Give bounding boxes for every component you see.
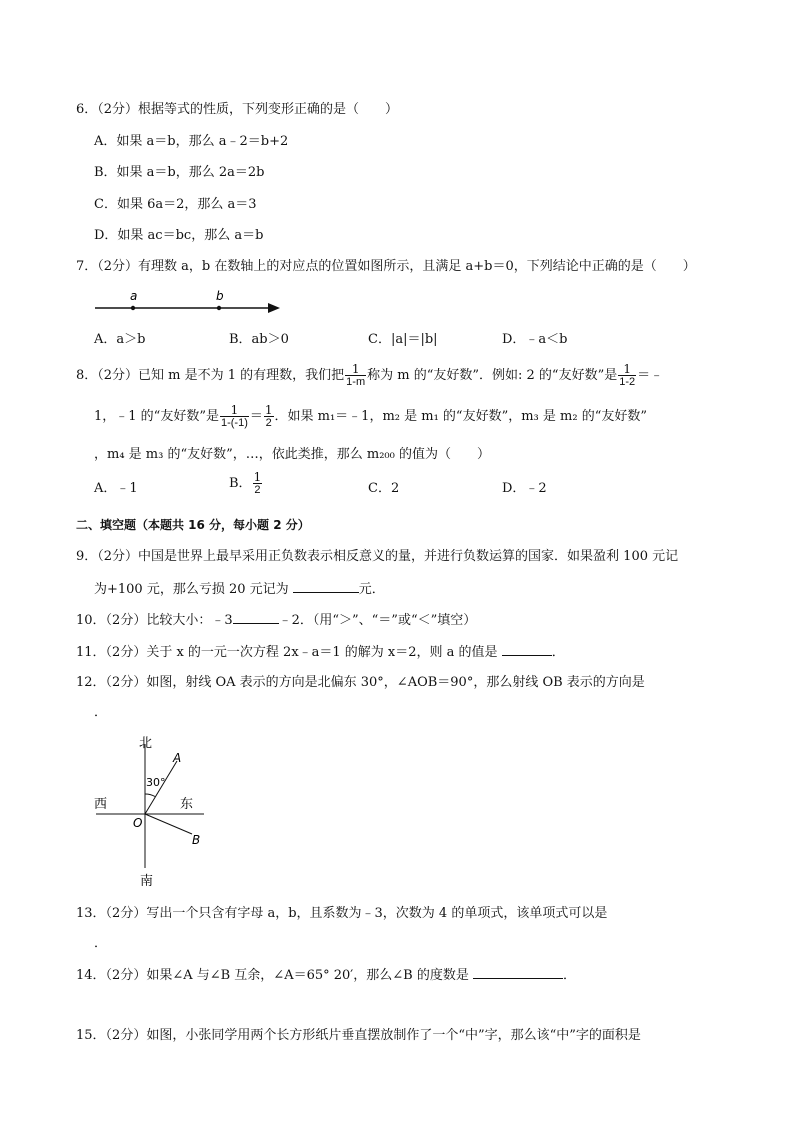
q11: 11．（2分）关于 x 的一元一次方程 2x﹣a＝1 的解为 x＝2，则 a 的值是 ． (76, 645, 565, 660)
q12-line-2: ． (94, 705, 108, 720)
q6-option-d: D．如果 ac＝bc，那么 a＝b (94, 228, 264, 243)
q9-line-2: 为+100 元，那么亏损 20 元记为 元． (94, 582, 385, 597)
answer-blank (502, 643, 552, 656)
fraction: $\frac{1}{2}$ (253, 470, 262, 496)
q6-option-b: B．如果 a＝b，那么 2a＝2b (94, 165, 265, 180)
q6-option-c: C．如果 6a＝2，那么 a＝3 (94, 197, 257, 212)
q7-number-line-figure (90, 286, 290, 320)
q8-line-1: 8．（2分）已知 m 是不为 1 的有理数，我们把 $\frac{1}{1-m}$ 称为 m 的“友好数”．例如: 2 的“友好数”是 $\frac{1}{1-2}$ ＝﹣ (76, 362, 664, 388)
label-b: b (216, 289, 224, 303)
fraction: $\frac{1}{2}$ (264, 403, 273, 429)
q8-line-3: ，m₄ 是 m₃ 的“友好数”，…，依此类推，那么 m₂₀₀ 的值为（ ） (94, 447, 490, 462)
label-a: A (173, 751, 182, 765)
q6-option-a: A．如果 a＝b，那么 a﹣2＝b+2 (94, 134, 289, 149)
q7-stem: 7．（2分）有理数 a，b 在数轴上的对应点的位置如图所示，且满足 a+b＝0，下列结论中正确的是（ ） (76, 259, 696, 274)
q8-line-2: 1，﹣1 的“友好数”是 $\frac{1}{1-(-1)}$ ＝ $\frac{1}{2}$ ．如果 m₁＝﹣1，m₂ 是 m₁ 的“友好数”，m₃ 是 m₂ 的“友好数” (94, 403, 647, 429)
q8-option-c: C．2 (368, 481, 400, 496)
q7-option-b: B．ab＞0 (229, 332, 289, 347)
q12-line-1: 12．（2分）如图，射线 OA 表示的方向是北偏东 30°，∠AOB＝90°，那么射线 OB 表示的方向是 (76, 675, 645, 690)
q9-line-1: 9．（2分）中国是世界上最早采用正负数表示相反意义的量，并进行负数运算的国家．如果盈利 100 元记 (76, 549, 679, 564)
q6-stem: 6．（2分）根据等式的性质，下列变形正确的是（ ） (76, 102, 399, 117)
label-angle: 30° (146, 776, 166, 789)
q7-option-c: C．|a|＝|b| (368, 332, 438, 347)
point-b (217, 306, 221, 310)
q7-option-a: A．a＞b (94, 332, 146, 347)
label-south: 南 (140, 874, 154, 889)
arrow-head-icon (268, 303, 280, 313)
answer-blank (293, 580, 359, 593)
label-west: 西 (94, 797, 108, 812)
q13-line-2: ． (94, 936, 108, 951)
label-north: 北 (139, 736, 153, 751)
q8-option-a: A．﹣1 (94, 481, 138, 496)
answer-blank (233, 611, 279, 624)
q10: 10．（2分）比较大小：﹣3 ﹣2．（用“＞”、“＝”或“＜”填空） (76, 613, 477, 628)
q15-line-1: 15．（2分）如图，小张同学用两个长方形纸片垂直摆放制作了一个“中”字，那么该“中”字的面积是 (76, 1028, 641, 1043)
label-b: B (192, 833, 201, 847)
fraction: $\frac{1}{1-2}$ (619, 362, 636, 388)
fraction: $\frac{1}{1-m}$ (346, 362, 366, 388)
label-a: a (130, 289, 138, 303)
section-heading: 二、填空题（本题共 16 分，每小题 2 分） (76, 518, 310, 532)
q7-option-d: D．﹣a＜b (502, 332, 568, 347)
label-east: 东 (180, 797, 194, 812)
ray-ob (145, 814, 192, 834)
label-o: O (133, 816, 143, 830)
q14: 14．（2分）如果∠A 与∠B 互余，∠A＝65° 20′，那么∠B 的度数是 ． (76, 968, 576, 983)
q13-line-1: 13．（2分）写出一个只含有字母 a，b，且系数为﹣3，次数为 4 的单项式，该单项式可以是 (76, 906, 608, 921)
point-a (131, 306, 135, 310)
q8-option-d: D．﹣2 (502, 481, 547, 496)
fraction: $\frac{1}{1-(-1)}$ (220, 403, 248, 429)
q8-option-b: B． $\frac{1}{2}$ (229, 470, 262, 496)
answer-blank (473, 966, 563, 979)
q12-compass-figure (86, 730, 216, 890)
angle-arc (145, 794, 155, 797)
